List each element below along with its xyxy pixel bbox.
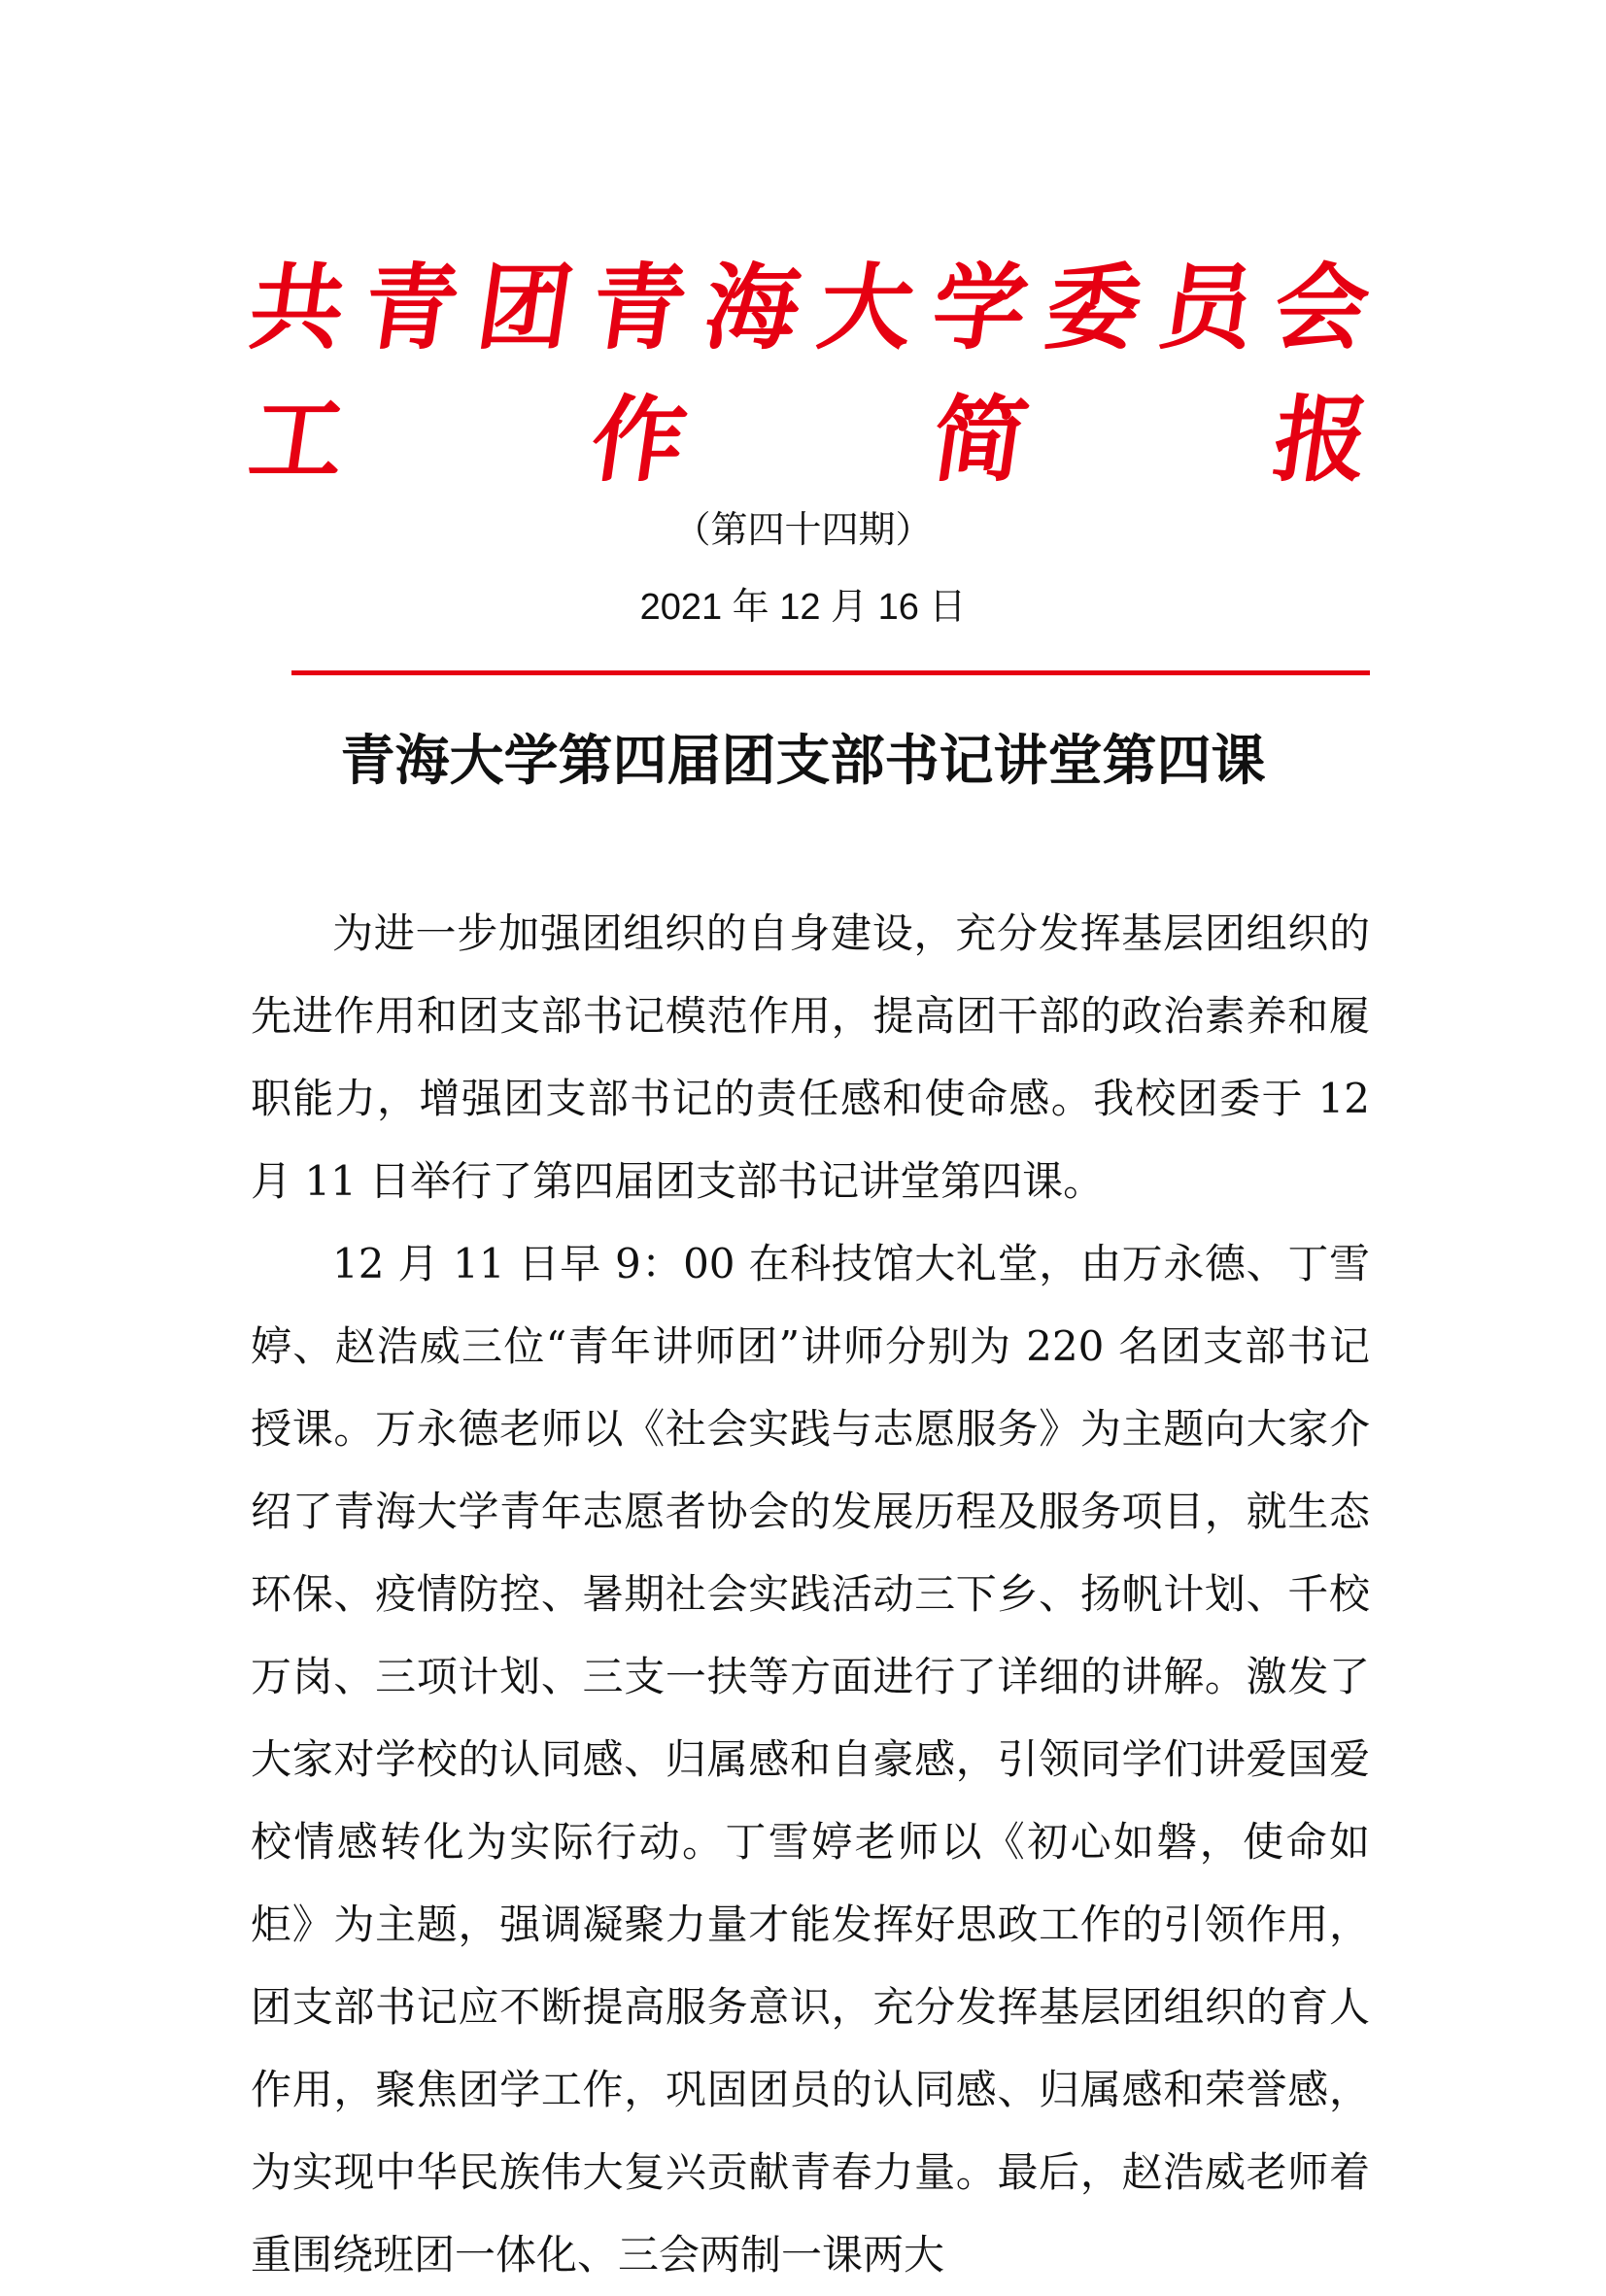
masthead-char: 简 (925, 385, 1035, 495)
masthead-char: 青 (357, 253, 466, 362)
article-paragraph: 为进一步加强团组织的自身建设，充分发挥基层团组织的先进作用和团支部书记模范作用，提高团干部的政治素养和履职能力，增强团支部书记的责任感和使命感。我校团委于 12 月 11 日举行了第四届团支部书记讲堂第四课。 (251, 909, 1370, 1205)
masthead-char: 学 (925, 253, 1035, 362)
article-title: 青海大学第四届团支部书记讲堂第四课 (340, 729, 1266, 793)
masthead-char: 大 (811, 253, 921, 362)
article-body (251, 892, 1370, 2296)
masthead-char: 青 (584, 253, 694, 362)
masthead-char: 会 (1267, 253, 1376, 362)
masthead-char: 团 (470, 253, 580, 362)
masthead-title-line2 (243, 387, 1375, 494)
masthead-char: 工 (243, 385, 353, 495)
masthead-char: 共 (243, 253, 353, 362)
issue-number: （第四十四期） (673, 508, 933, 551)
masthead-title-line1 (243, 255, 1375, 361)
masthead-char: 作 (584, 385, 694, 495)
masthead-char: 海 (698, 253, 807, 362)
masthead-char: 委 (1039, 253, 1148, 362)
masthead-char: 报 (1267, 385, 1376, 495)
red-divider (291, 670, 1370, 675)
masthead-char: 员 (1153, 253, 1262, 362)
article-paragraph: 12 月 11 日早 9：00 在科技馆大礼堂，由万永德、丁雪婷、赵浩威三位“青年讲师团”讲师分别为 220 名团支部书记授课。万永德老师以《社会实践与志愿服务》为主题向大家介绍了青海大学青年志愿者协会的发展历程及服务项目，就生态环保、疫情防控、暑期社会实践活动三下乡、扬帆计划、千校万岗、三项计划、三支一扶等方面进行了详细的讲解。激发了大家对学校的认同感、归属感和自豪感，引领同学们讲爱国爱校情感转化为实际行动。丁雪婷老师以《初心如磐，使命如炬》为主题，强调凝聚力量才能发挥好思政工作的引领作用，团支部书记应不断提高服务意识，充分发挥基层团组织的育人作用，聚焦团学工作，巩固团员的认同感、归属感和荣誉感，为实现中华民族伟大复兴贡献青春力量。最后，赵浩威老师着重围绕班团一体化、三会两制一课两大 (251, 1240, 1370, 2279)
issue-date: 2021 年 12 月 16 日 (639, 587, 967, 628)
